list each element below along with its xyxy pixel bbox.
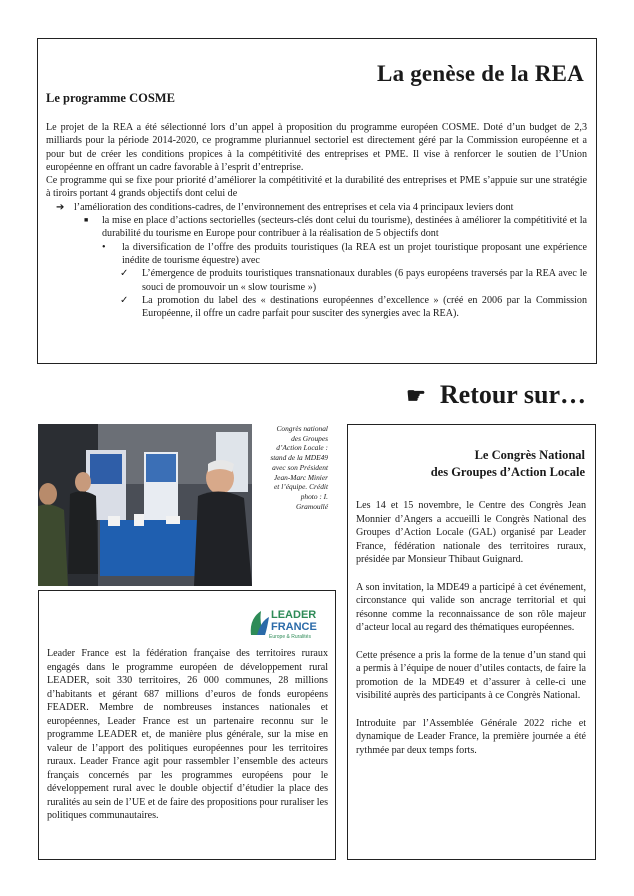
cosme-paragraph-1: Le projet de la REA a été sélectionné lors d’un appel à proposition du programme européen COSME. Doté d’un budget de 2,3 milliards pour la période 2014-2020, ce programme pluriannuel sectoriel est directement géré par la Commission européenne et a pour but de créer les conditions propices à la compétitivité des entreprises et PME. Il vise à renforcer le soutien de l’Union européenne en offrant un cadre favorable à l’esprit d’entreprise.: [46, 122, 587, 173]
congres-title: Le Congrès National des Groupes d’Action Locale: [430, 448, 585, 479]
photo-caption: Congrès national des Groupes d’Action Locale : stand de la MDE49 avec son Président Jean-Marc Minier et l’équipe. Crédit photo : I. Gramoullé: [270, 424, 328, 511]
leader-body: Leader France est la fédération française des territoires ruraux engagés dans le programme européen de développement rural LEADER, soit 330 territoires, 26 000 communes, 28 millions d’habitants et gérant 687 millions d’euros de fonds européens FEADER. Membre de nombreuses instances nationales et européennes, Leader France est un partenaire reconnu sur le programme LEADER et, de manière plus générale, sur la mise en valeur de l’apport des politiques européennes pour les territoires ruraux. Leader France agit pour rassembler l’ensemble des acteurs français concernés par les programmes européens pour le développement rural avec le double objectif d’étudier la place des ruralités au sein de l’UE et de faire des propositions pour ruraliser les politiques communautaires.: [47, 648, 328, 821]
arrow-bullet-icon: ➔: [56, 201, 65, 213]
section-subtitle: Le programme COSME: [46, 91, 175, 105]
list-item: ✓ L’émergence de produits touristiques transnationaux durables (6 pays européens traversés par la REA avec le souci de promouvoir un « slow tourisme »): [120, 268, 587, 293]
list-item: • la diversification de l’offre des produits touristiques (la REA est un projet touristique proposant une expérience inédite de tourisme équestre) avec: [102, 241, 587, 266]
list-item: ➔ l’amélioration des conditions-cadres, de l’environnement des entreprises et cela via 4 principaux leviers dont: [56, 201, 514, 213]
list-item: ■ la mise en place d’actions sectorielles (secteurs-clés dont celui du tourisme), destinées à améliorer la compétitivité et la durabilité du tourisme en Europe pour contribuer à la réalisation de 5 objectifs dont: [84, 215, 587, 240]
congres-paragraph-4: Introduite par l’Assemblée Générale 2022 riche et dynamique de Leader France, la première journée a été rythmée par deux temps forts.: [356, 717, 586, 756]
congres-paragraph-2: A son invitation, la MDE49 a participé à cet événement, circonstance qui valide son ancrage territorial et qui résonne comme la reconnaissance de son rôle majeur d’acteur local au regard des thématiques européennes.: [356, 581, 586, 633]
congres-paragraph-3: Cette présence a pris la forme de la tenue d’un stand qui a permis à l’équipe de nouer d’utiles contacts, de faire la promotion de la MDE49 et d’assurer à celle-ci une visibilité auprès des participants à ce Congrès National.: [356, 649, 586, 701]
checkmark-icon: ✓: [120, 294, 129, 306]
svg-text:LEADER: LEADER: [271, 609, 317, 621]
page-title: La genèse de la REA: [377, 61, 584, 86]
cosme-section: [37, 38, 597, 364]
congres-paragraph-1: Les 14 et 15 novembre, le Centre des Congrès Jean Monnier d’Angers a accueilli le Congrès National des Groupes d’Action Locale (GAL) organisé par Leader France, fédération nationale des territoires ruraux, présidée par Monsieur Thibaut Guignard.: [356, 500, 586, 565]
leader-france-section: [38, 590, 336, 860]
checkmark-icon: ✓: [120, 268, 129, 280]
congres-section: [347, 424, 596, 860]
square-bullet-icon: ■: [84, 216, 89, 225]
retour-heading: ☛ Retour sur…: [406, 380, 586, 409]
svg-text:FRANCE: FRANCE: [271, 621, 317, 633]
round-bullet-icon: •: [102, 241, 106, 253]
svg-text:Europe & Ruralités: Europe & Ruralités: [269, 634, 311, 640]
leader-france-logo: [247, 605, 323, 641]
congres-body: [356, 499, 586, 771]
list-item: ✓ La promotion du label des « destinations européennes d’excellence » (créé en 2006 par la Commission Européenne, il offre un cadre parfait pour susciter des synergies avec la REA).: [120, 294, 587, 320]
cosme-body: [46, 121, 587, 320]
photo-illustration: [38, 424, 252, 586]
congress-photo: [38, 424, 252, 586]
cosme-paragraph-2: Ce programme qui se fixe pour priorité d’améliorer la compétitivité et la durabilité des entreprises et PME s’appuie sur une stratégie à tiroirs portant 4 grands objectifs dont celui de: [46, 175, 587, 200]
pointing-hand-icon: ☛: [406, 383, 426, 408]
